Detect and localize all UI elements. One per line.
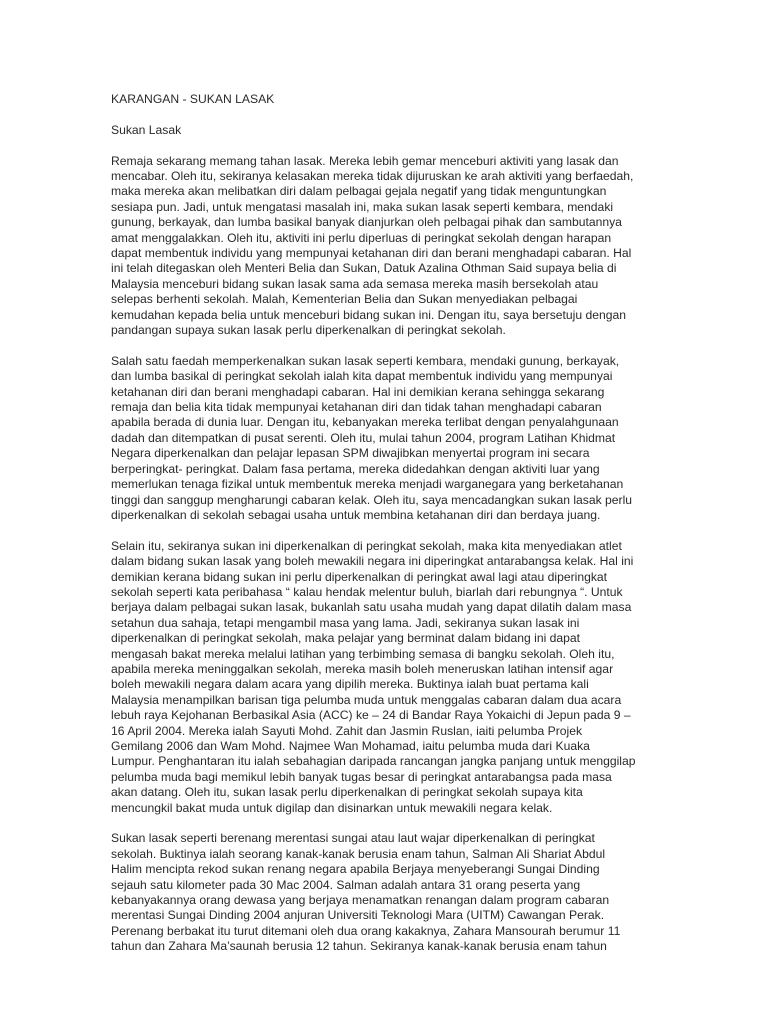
paragraph — [111, 831, 656, 954]
text-line: sesiapa pun. Jadi, untuk mengatasi masalah ini, maka sukan lasak seperti kembara, mendaki — [111, 199, 614, 214]
document-title: KARANGAN - SUKAN LASAK — [111, 92, 275, 106]
text-line: diperkenalkan di peringkat sekolah, maka pelajar yang berminat dalam bidang ini dapat — [111, 631, 581, 646]
text-line: tinggi dan sanggup mengharungi cabaran kelak. Oleh itu, saya mencadangkan sukan lasak perlu — [111, 492, 633, 507]
text-line: memerlukan tenaga fizikal untuk membentuk mereka menjadi warganegara yang berketahanan — [111, 477, 624, 492]
paragraph — [111, 154, 656, 339]
text-line: Gemilang 2006 dan Wam Mohd. Najmee Wan Mohamad, iaitu pelumba muda dari Kuaka — [111, 739, 590, 753]
text-line: Salah satu faedah memperkenalkan sukan lasak seperti kembara, mendaki gunung, berkayak, — [111, 353, 620, 368]
text-line: gunung, berkayak, dan lumba basikal banyak dianjurkan oleh pelbagai pihak dan sambutannya — [111, 215, 622, 230]
text-line: ketahanan diri dan berani menghadapi cabaran. Hal ini demikian kerana sehingga sekarang — [111, 384, 605, 399]
text-line: demikian kerana bidang sukan ini perlu diperkenalkan di peringkat awal lagi atau diperingkat — [111, 569, 608, 584]
text-line: Selain itu, sekiranya sukan ini diperkenalkan di peringkat sekolah, maka kita menyediakan atlet — [111, 538, 622, 553]
text-line: apabila berada di dunia luar. Dengan itu, kebanyakan mereka terlibat dengan penyalahgunaan — [111, 415, 619, 430]
text-line: kebanyakannya orang dewasa yang berjaya menamatkan renangan dalam program cabaran — [111, 893, 610, 908]
text-line: akan datang. Oleh itu, sukan lasak perlu diperkenalkan di peringkat sekolah supaya kita — [111, 785, 583, 800]
paragraph — [111, 539, 656, 816]
text-line: Malaysia menampilkan barisan tiga pelumba muda untuk menggalas cabaran dalam dua acara — [111, 692, 622, 707]
text-line: Halim mencipta rekod sukan renang negara apabila Berjaya menyeberangi Sungai Dinding — [111, 862, 600, 877]
text-line: tahun dan Zahara Ma’saunah berusia 12 tahun. Sekiranya kanak-kanak berusia enam tahun — [111, 939, 607, 954]
text-line: merentasi Sungai Dinding 2004 anjuran Universiti Teknologi Mara (UITM) Cawangan Perak. — [111, 908, 605, 923]
text-line: mengasah bakat mereka melalui latihan yang terbimbing semasa di bangku sekolah. Oleh itu, — [111, 646, 615, 661]
document-page — [111, 92, 656, 970]
text-line: mencabar. Oleh itu, sekiranya kelasakan mereka tidak dijuruskan ke arah aktiviti yang berfaedah, — [111, 169, 634, 183]
text-line: diperkenalkan di sekolah sebagai usaha untuk membina ketahanan diri dan berdaya juang. — [111, 507, 601, 522]
paragraph — [111, 354, 656, 523]
text-line: pandangan supaya sukan lasak perlu diperkenalkan di peringkat sekolah. — [111, 323, 506, 338]
text-line: amat menggalakkan. Oleh itu, aktiviti ini perlu diperluas di peringkat sekolah dengan harapan — [111, 230, 612, 245]
text-line: sekolah. Buktinya ialah seorang kanak-kanak berusia enam tahun, Salman Ali Shariat Abdul — [111, 846, 606, 861]
text-line: Perenang berbakat itu turut ditemani oleh dua orang kakaknya, Zahara Mansourah berumur 11 — [111, 923, 621, 938]
text-line: maka mereka akan melibatkan diri dalam pelbagai gejala negatif yang tidak menguntungkan — [111, 184, 607, 199]
text-line: Negara diperkenalkan dan pelajar lepasan SPM diwajibkan menyertai program ini secara — [111, 446, 590, 461]
text-line: setahun dua sahaja, tetapi mengambil masa yang lama. Jadi, sekiranya sukan lasak ini — [111, 615, 580, 630]
text-line: boleh mewakili negara dalam acara yang dipilih mereka. Buktinya ialah buat pertama kali — [111, 677, 589, 692]
text-line: apabila mereka meninggalkan sekolah, mereka masih boleh meneruskan latihan intensif agar — [111, 661, 614, 676]
text-line: dapat membentuk individu yang mempunyai ketahanan diri dan berani menghadapi cabaran. Hal — [111, 246, 632, 261]
text-line: Malaysia menceburi bidang sukan lasak sama ada semasa mereka masih bersekolah atau — [111, 276, 599, 291]
text-line: ini telah ditegaskan oleh Menteri Belia dan Sukan, Datuk Azalina Othman Said supaya belia di — [111, 261, 617, 276]
text-line: Remaja sekarang memang tahan lasak. Mereka lebih gemar menceburi aktiviti yang lasak dan — [111, 153, 619, 168]
text-line: lebuh raya Kejohanan Berbasikal Asia (ACC) ke – 24 di Bandar Raya Yokaichi di Jepun pada 9 – — [111, 708, 631, 723]
text-line: sekolah seperti kata peribahasa “ kalau hendak melentur buluh, biarlah dari rebungnya “. Untuk — [111, 584, 623, 599]
text-line: dadah dan ditempatkan di pusat serenti. Oleh itu, mulai tahun 2004, program Latihan Khidmat — [111, 430, 616, 445]
text-line: berjaya dalam pelbagai sukan lasak, bukanlah satu usaha mudah yang dapat dilatih dalam masa — [111, 600, 632, 615]
text-line: mencungkil bakat muda untuk digilap dan disinarkan untuk mewakili negara kelak. — [111, 800, 553, 815]
text-line: dan lumba basikal di peringkat sekolah ialah kita dapat membentuk individu yang mempunyai — [111, 369, 613, 384]
text-line: Lumpur. Penghantaran itu ialah sebahagian daripada rancangan jangka panjang untuk menggilap — [111, 754, 636, 769]
text-line: 16 April 2004. Mereka ialah Sayuti Mohd. Zahit dan Jasmin Ruslan, iaiti pelumba Projek — [111, 723, 583, 738]
text-line: selepas berhenti sekolah. Malah, Kementerian Belia dan Sukan menyediakan pelbagai — [111, 292, 578, 307]
text-line: berperingkat- peringkat. Dalam fasa pertama, mereka didedahkan dengan aktiviti luar yang — [111, 461, 600, 476]
text-line: pelumba muda bagi memikul lebih banyak tugas besar di peringkat antarabangsa pada masa — [111, 769, 612, 784]
document-body — [111, 154, 656, 955]
text-line: sejauh satu kilometer pada 30 Mac 2004. Salman adalah antara 31 orang peserta yang — [111, 877, 581, 892]
text-line: remaja dan belia kita tidak mempunyai ketahanan diri dan tidak tahan menghadapi cabaran — [111, 400, 602, 415]
text-line: dalam bidang sukan lasak yang boleh mewakili negara ini diperingkat antarabangsa kelak. Hal ini — [111, 554, 634, 569]
text-line: Sukan lasak seperti berenang merentasi sungai atau laut wajar diperkenalkan di peringkat — [111, 831, 595, 846]
document-subtitle: Sukan Lasak — [111, 122, 182, 137]
text-line: kemudahan kepada belia untuk menceburi bidang sukan ini. Dengan itu, saya bersetuju dengan — [111, 307, 626, 322]
